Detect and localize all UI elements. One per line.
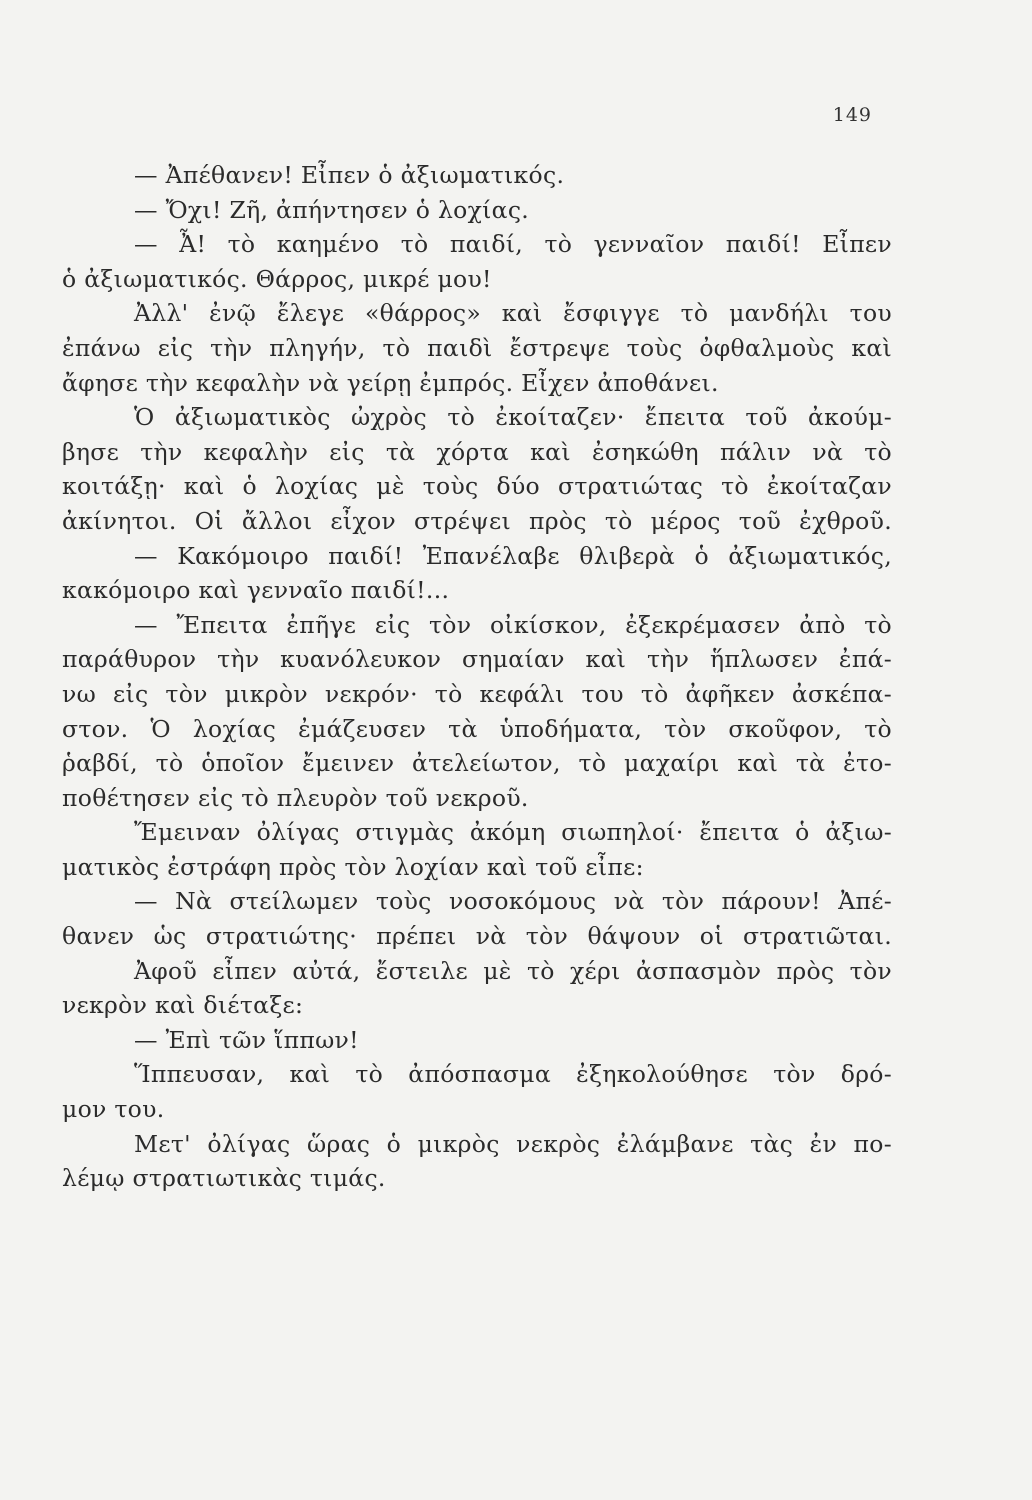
text-line: ὁ ἀξιωματικός. Θάρρος, μικρέ μου! [62,264,492,293]
text-line: θανεν ὡς στρατιώτης· πρέπει νὰ τὸν θάψουν οἱ στρατιῶται. [62,922,892,951]
text-line: — Κακόμοιρο παιδί! Ἐπανέλαβε θλιβερὰ ὁ ἀξιωματικός, [134,541,892,570]
text-line: λέμῳ στρατιωτικὰς τιμάς. [62,1164,386,1193]
body-text [62,158,892,1196]
text-line: — Ἐπὶ τῶν ἵππων! [134,1025,359,1054]
text-line: Ἵππευσαν, καὶ τὸ ἀπόσπασμα ἐξηκολούθησε τὸν δρό- [134,1060,892,1089]
text-line: — Ὄχι! Ζῆ, ἀπήντησεν ὁ λοχίας. [134,195,530,224]
text-line: στον. Ὁ λοχίας ἐμάζευσεν τὰ ὑποδήματα, τὸν σκοῦφον, τὸ [62,714,892,743]
text-line: βησε τὴν κεφαλὴν εἰς τὰ χόρτα καὶ ἐσηκώθη πάλιν νὰ τὸ [62,437,892,466]
text-line: νω εἰς τὸν μικρὸν νεκρόν· τὸ κεφάλι του τὸ ἀφῆκεν ἀσκέπα- [62,679,892,708]
text-line: Ἔμειναν ὀλίγας στιγμὰς ἀκόμη σιωπηλοί· ἔπειτα ὁ ἀξιω- [134,818,892,847]
text-line: ἀκίνητοι. Οἱ ἄλλοι εἶχον στρέψει πρὸς τὸ μέρος τοῦ ἐχθροῦ. [62,506,892,535]
page-number: 149 [832,104,872,126]
text-line: κακόμοιρο καὶ γενναῖο παιδί!... [62,576,450,605]
text-line: ποθέτησεν εἰς τὸ πλευρὸν τοῦ νεκροῦ. [62,783,529,812]
text-line: ῥαβδί, τὸ ὁποῖον ἔμεινεν ἀτελείωτον, τὸ μαχαίρι καὶ τὰ ἐτο- [62,749,892,778]
text-line: — Ἆ! τὸ καημένο τὸ παιδί, τὸ γενναῖον παιδί! Εἶπεν [134,230,892,259]
text-line: — Ἀπέθανεν! Εἶπεν ὁ ἀξιωματικός. [134,161,565,189]
text-line: Ἀλλ' ἐνῷ ἔλεγε «θάρρος» καὶ ἔσφιγγε τὸ μανδήλι του [134,299,892,328]
text-line: ἐπάνω εἰς τὴν πληγήν, τὸ παιδὶ ἔστρεψε τοὺς ὀφθαλμοὺς καὶ [62,333,892,362]
text-line: ματικὸς ἐστράφη πρὸς τὸν λοχίαν καὶ τοῦ εἶπε: [62,852,644,881]
text-line: ἄφησε τὴν κεφαλὴν νὰ γείρῃ ἐμπρός. Εἶχεν ἀποθάνει. [62,368,719,397]
text-line: — Ἔπειτα ἐπῆγε εἰς τὸν οἰκίσκον, ἐξεκρέμασεν ἀπὸ τὸ [134,610,892,639]
text-line: Ἀφοῦ εἶπεν αὐτά, ἔστειλε μὲ τὸ χέρι ἀσπασμὸν πρὸς τὸν [134,956,892,985]
text-line: — Νὰ στείλωμεν τοὺς νοσοκόμους νὰ τὸν πάρουν! Ἀπέ- [134,887,892,916]
text-line: Μετ' ὀλίγας ὥρας ὁ μικρὸς νεκρὸς ἐλάμβανε τὰς ἐν πο- [134,1129,892,1158]
text-line: μον του. [62,1095,165,1124]
text-line: κοιτάξῃ· καὶ ὁ λοχίας μὲ τοὺς δύο στρατιώτας τὸ ἐκοίταζαν [62,472,892,501]
text-line: παράθυρον τὴν κυανόλευκον σημαίαν καὶ τὴν ἥπλωσεν ἐπά- [62,645,892,674]
text-line: Ὁ ἀξιωματικὸς ὠχρὸς τὸ ἐκοίταζεν· ἔπειτα τοῦ ἀκούμ- [134,403,892,432]
text-line: νεκρὸν καὶ διέταξε: [62,991,304,1020]
